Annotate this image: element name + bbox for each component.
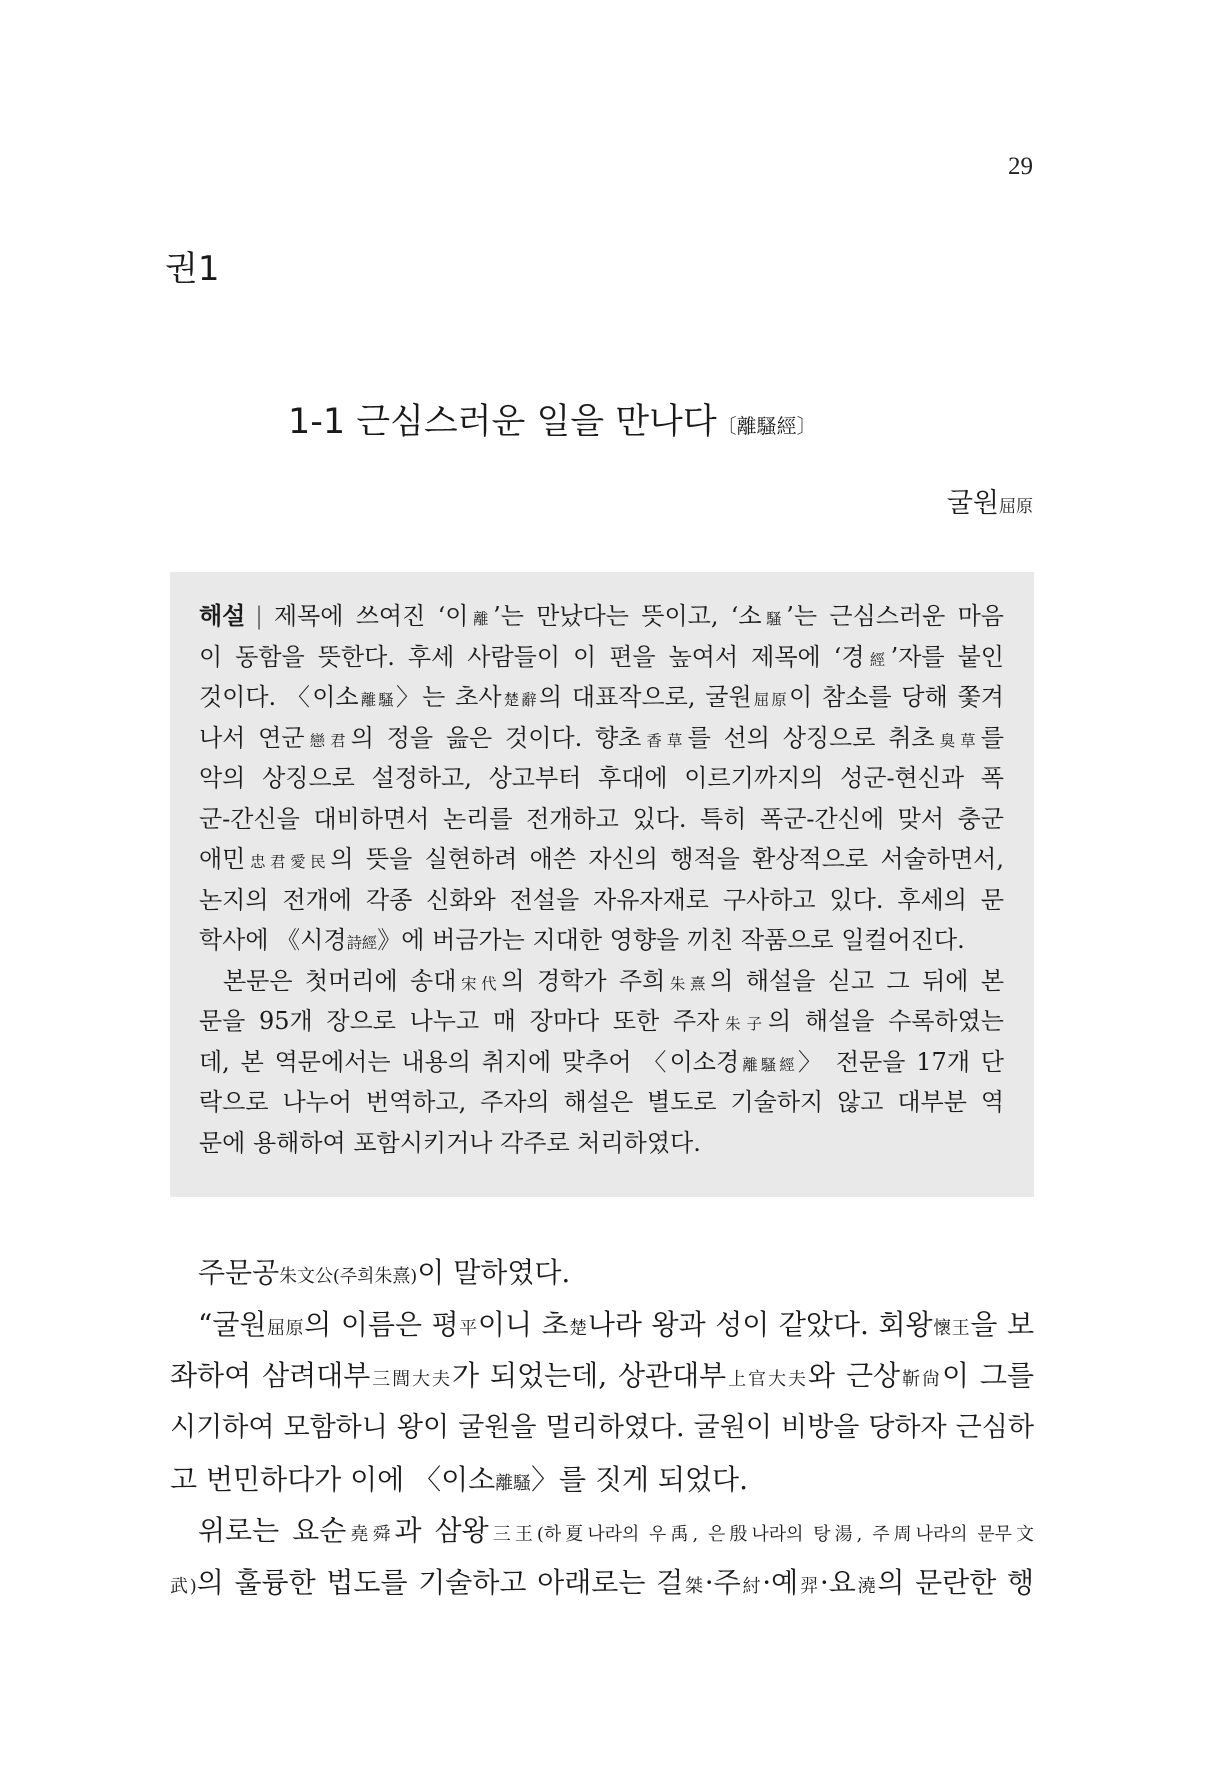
text-run: 의 이름은 평 bbox=[304, 1307, 459, 1341]
body-line-text bbox=[170, 1359, 1034, 1392]
body-paragraph bbox=[170, 1247, 1034, 1299]
text-run: 이 말하였다. bbox=[417, 1256, 571, 1289]
hanja-gloss: 騷 bbox=[761, 610, 787, 628]
commentary-line-text bbox=[199, 805, 1004, 833]
commentary-box bbox=[170, 572, 1034, 1197]
hanja-gloss: 離 bbox=[468, 610, 494, 628]
commentary-line bbox=[199, 718, 1004, 759]
hanja-gloss: 楚 bbox=[568, 1317, 588, 1339]
section-title-text: 1-1 근심스러운 일을 만나다 bbox=[288, 402, 717, 442]
author-name: 굴원 bbox=[946, 488, 999, 519]
commentary-line-text bbox=[199, 926, 965, 954]
hanja-gloss: 上官大夫 bbox=[726, 1369, 808, 1391]
text-run: ·주 bbox=[704, 1566, 741, 1600]
commentary-line bbox=[199, 920, 1004, 961]
hanja-gloss: 屈原 bbox=[266, 1317, 305, 1339]
commentary-line bbox=[199, 1001, 1004, 1042]
commentary-line-text bbox=[199, 1007, 1004, 1035]
text-run: 의 대표작으로, 굴원 bbox=[538, 683, 752, 711]
body-line bbox=[170, 1402, 1034, 1454]
hanja-gloss: 離騷 bbox=[358, 691, 396, 709]
hanja-gloss: 戀君 bbox=[304, 731, 351, 750]
commentary-line bbox=[199, 880, 1004, 921]
hanja-gloss: 朱文公(주희朱熹) bbox=[279, 1266, 418, 1287]
commentary-line-text bbox=[199, 1129, 701, 1157]
text-run: 와 근상 bbox=[807, 1359, 901, 1393]
text-run: 의 해설을 싣고 그 뒤에 본 bbox=[710, 966, 1004, 995]
text-run: ’는 만났다는 뜻이고, ‘소 bbox=[493, 602, 762, 630]
text-run: 를 선의 상징으로 취초 bbox=[687, 723, 935, 752]
commentary-line-text bbox=[199, 764, 1004, 792]
commentary-line bbox=[199, 596, 1004, 637]
body-line bbox=[170, 1299, 1034, 1351]
text-run: “굴원 bbox=[198, 1307, 267, 1341]
text-run: 과 삼왕 bbox=[394, 1514, 489, 1548]
body-text bbox=[170, 1247, 1034, 1609]
hanja-gloss: 朱熹 bbox=[665, 974, 711, 993]
hanja-gloss: 忠君愛民 bbox=[245, 853, 331, 871]
text-run: 가 되었는데, 상관대부 bbox=[452, 1359, 727, 1393]
text-run: 을 보 bbox=[970, 1307, 1035, 1341]
commentary-line bbox=[199, 839, 1004, 880]
commentary-line-text bbox=[199, 845, 1004, 873]
section-title bbox=[288, 398, 817, 450]
commentary-line bbox=[199, 961, 1004, 1002]
hanja-gloss: 詩經 bbox=[346, 934, 378, 952]
body-line bbox=[170, 1247, 1034, 1299]
hanja-gloss: 離騷 bbox=[495, 1472, 531, 1494]
text-run: 이 동함을 뜻한다. 후세 사람들이 이 편을 높여서 제목에 ‘경 bbox=[199, 642, 865, 671]
commentary-paragraph bbox=[199, 961, 1004, 1164]
text-run: 군-간신을 대비하면서 논리를 전개하고 있다. 특히 폭군-간신에 맞서 충군 bbox=[199, 804, 1004, 833]
hanja-gloss: 桀 bbox=[683, 1576, 705, 1598]
text-run: 나서 연군 bbox=[199, 723, 305, 752]
hanja-gloss: 堯舜 bbox=[346, 1524, 395, 1546]
text-run: 이 그를 bbox=[941, 1359, 1035, 1393]
text-run: 의 훌륭한 법도를 기술하고 아래로는 걸 bbox=[196, 1566, 684, 1600]
text-run: 나라 왕과 성이 같았다. 회왕 bbox=[587, 1307, 933, 1341]
commentary-line-text bbox=[199, 724, 1004, 752]
body-line-text bbox=[170, 1463, 748, 1496]
text-run: 》에 버금가는 지대한 영향을 끼친 작품으로 일컬어진다. bbox=[377, 926, 965, 954]
commentary-line bbox=[199, 677, 1004, 718]
commentary-line-text bbox=[199, 886, 1004, 914]
hanja-gloss: 武) bbox=[170, 1576, 197, 1598]
hanja-gloss: 經 bbox=[864, 650, 891, 669]
body-line-text bbox=[198, 1256, 570, 1289]
body-line bbox=[170, 1454, 1034, 1506]
text-run: ’는 근심스러운 마음 bbox=[786, 602, 1004, 630]
author-byline bbox=[947, 486, 1033, 525]
text-run: 의 정을 읊은 것이다. 향초 bbox=[350, 723, 642, 752]
text-run: 것이다. 〈이소 bbox=[199, 683, 359, 711]
body-paragraph bbox=[170, 1299, 1034, 1506]
hanja-gloss: 三王(하夏나라의 우禹, 은殷나라의 탕湯, 주周나라의 문무文 bbox=[488, 1524, 1035, 1546]
commentary-label: 해설 bbox=[199, 602, 246, 630]
hanja-gloss: 三閭大夫 bbox=[370, 1369, 453, 1391]
body-line bbox=[170, 1557, 1034, 1609]
text-run: 데, 본 역문에서는 내용의 취지에 맞추어 〈이소경 bbox=[199, 1047, 740, 1076]
commentary-line-text bbox=[199, 602, 1004, 630]
commentary-line-text bbox=[199, 1088, 1004, 1116]
hanja-gloss: 宋代 bbox=[456, 974, 502, 993]
text-run: 본문은 첫머리에 송대 bbox=[223, 966, 457, 995]
commentary-line bbox=[199, 637, 1004, 678]
hanja-gloss: 離騷經 bbox=[739, 1055, 798, 1074]
hanja-gloss: 楚辭 bbox=[501, 691, 539, 709]
commentary-line bbox=[199, 799, 1004, 840]
text-run: 〉 전문을 17개 단 bbox=[797, 1047, 1004, 1076]
hanja-gloss: 澆 bbox=[855, 1576, 878, 1598]
commentary-paragraph bbox=[199, 596, 1004, 961]
text-run: 문에 용해하여 포함시키거나 각주로 처리하였다. bbox=[199, 1128, 701, 1157]
page-number: 29 bbox=[1008, 153, 1033, 180]
text-run: ’자를 붙인 bbox=[890, 642, 1004, 671]
text-run: 〉를 짓게 되었다. bbox=[531, 1462, 748, 1496]
text-run: 좌하여 삼려대부 bbox=[170, 1359, 371, 1393]
text-run: ·요 bbox=[819, 1566, 856, 1600]
commentary-line bbox=[199, 758, 1004, 799]
hanja-gloss: 香草 bbox=[641, 731, 688, 750]
text-run: ·예 bbox=[762, 1566, 799, 1600]
author-name-hanja: 屈原 bbox=[999, 497, 1033, 517]
commentary-line-text bbox=[199, 683, 1004, 711]
text-run: 학사에 《시경 bbox=[199, 926, 347, 954]
hanja-gloss: 臭草 bbox=[934, 731, 981, 750]
hanja-gloss: 平 bbox=[458, 1317, 478, 1339]
text-run: 의 경학가 주희 bbox=[501, 966, 666, 995]
hanja-gloss: 屈原 bbox=[751, 691, 789, 709]
body-line-text bbox=[198, 1514, 1034, 1547]
text-run: 논지의 전개에 각종 신화와 전설을 자유자재로 구사하고 있다. 후세의 문 bbox=[199, 885, 1004, 914]
commentary-line bbox=[199, 1123, 1004, 1164]
commentary-line-text bbox=[199, 1048, 1004, 1076]
text-run: 주문공 bbox=[198, 1256, 280, 1289]
body-paragraph bbox=[170, 1505, 1034, 1608]
hanja-gloss: 靳尙 bbox=[900, 1369, 942, 1391]
text-run: 문을 95개 장으로 나누고 매 장마다 또한 주자 bbox=[199, 1007, 720, 1035]
body-line bbox=[170, 1350, 1034, 1402]
text-run: 의 해설을 수록하였는 bbox=[768, 1007, 1004, 1035]
text-run: 의 문란한 행 bbox=[877, 1566, 1035, 1600]
commentary-line-text bbox=[199, 643, 1004, 671]
commentary-separator: | bbox=[254, 602, 264, 630]
commentary-line-text bbox=[223, 967, 1004, 995]
body-line-text bbox=[170, 1412, 1034, 1443]
text-run: 애민 bbox=[199, 845, 246, 873]
hanja-gloss: 紂 bbox=[740, 1576, 763, 1598]
text-run: 이니 초 bbox=[477, 1307, 569, 1341]
text-run: 시기하여 모함하니 왕이 굴원을 멀리하였다. 굴원이 비방을 당하자 근심하 bbox=[170, 1412, 1034, 1444]
hanja-gloss: 羿 bbox=[798, 1576, 820, 1598]
body-line-text bbox=[198, 1308, 1034, 1341]
commentary-line bbox=[199, 1042, 1004, 1083]
text-run: 악의 상징으로 설정하고, 상고부터 후대에 이르기까지의 성군-현신과 폭 bbox=[199, 764, 1004, 792]
text-run: 위로는 요순 bbox=[198, 1514, 347, 1548]
text-run: 이 참소를 당해 쫓겨 bbox=[789, 683, 1004, 711]
text-run: 의 뜻을 실현하려 애쓴 자신의 행적을 환상적으로 서술하면서, bbox=[330, 845, 1004, 873]
section-title-hanja: 〔離騷經〕 bbox=[716, 414, 817, 438]
chapter-heading: 권1 bbox=[165, 249, 220, 289]
text-run: 제목에 쓰여진 ‘이 bbox=[273, 602, 469, 630]
text-run: 고 번민하다가 이에 〈이소 bbox=[170, 1462, 496, 1496]
hanja-gloss: 朱子 bbox=[719, 1015, 769, 1033]
body-line-text bbox=[170, 1566, 1034, 1599]
commentary-line bbox=[199, 1082, 1004, 1123]
text-run: 락으로 나누어 번역하고, 주자의 해설은 별도로 기술하지 않고 대부분 역 bbox=[199, 1088, 1004, 1116]
text-run: 〉는 초사 bbox=[395, 683, 502, 711]
body-line bbox=[170, 1505, 1034, 1557]
hanja-gloss: 懷王 bbox=[932, 1317, 971, 1339]
text-run: 를 bbox=[980, 723, 1004, 752]
